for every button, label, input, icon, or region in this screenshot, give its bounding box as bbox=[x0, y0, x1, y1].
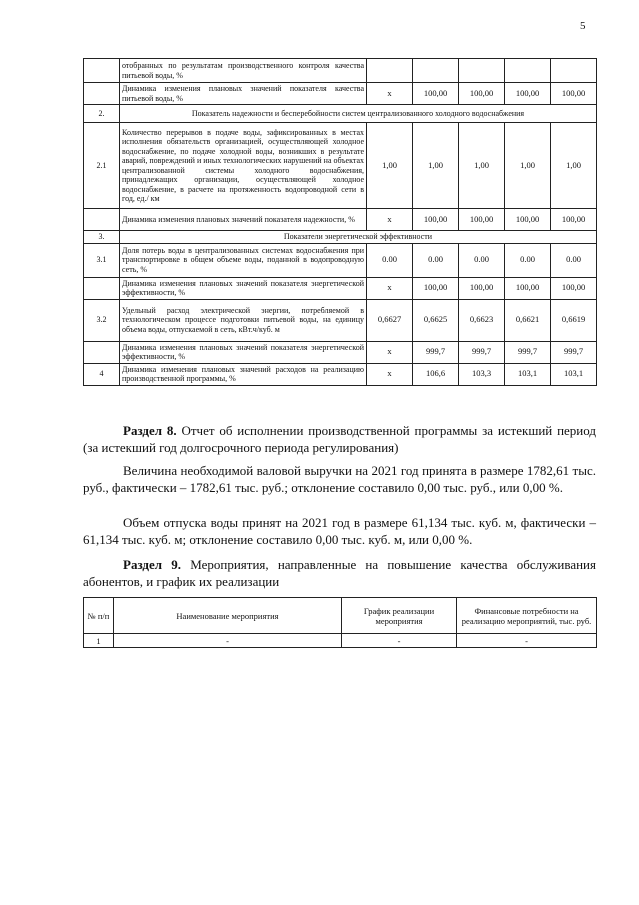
indicator-value: 0,6619 bbox=[551, 299, 597, 341]
indicator-value: 100,00 bbox=[413, 277, 459, 299]
indicator-description: Динамика изменения плановых значений показателя энергетической эффективности, % bbox=[120, 341, 367, 363]
indicator-value: 100,00 bbox=[505, 209, 551, 231]
indicator-value: 0,6627 bbox=[367, 299, 413, 341]
section-8-heading: Отчет об исполнении производственной программы за истекший период (за истекший год долгосрочного периода регулирования) bbox=[83, 423, 596, 455]
page-number: 5 bbox=[580, 20, 586, 32]
indicator-value: 100,00 bbox=[551, 277, 597, 299]
section-header: Показатели энергетической эффективности bbox=[120, 231, 597, 244]
indicator-value: 100,00 bbox=[459, 83, 505, 105]
section-9-title bbox=[83, 556, 596, 590]
indicator-value bbox=[367, 59, 413, 83]
indicator-value: 1,00 bbox=[459, 123, 505, 209]
header-schedule: График реализации мероприятия bbox=[342, 598, 457, 634]
indicator-value bbox=[413, 59, 459, 83]
cell-measure-name: - bbox=[114, 634, 342, 648]
cell-schedule: - bbox=[342, 634, 457, 648]
indicator-value: 100,00 bbox=[551, 83, 597, 105]
indicator-value: 1,00 bbox=[551, 123, 597, 209]
row-number: 4 bbox=[84, 363, 120, 385]
cell-number: 1 bbox=[84, 634, 114, 648]
indicator-value: 100,00 bbox=[459, 209, 505, 231]
indicator-value: 106,6 bbox=[413, 363, 459, 385]
indicator-value bbox=[505, 59, 551, 83]
indicator-value: 999,7 bbox=[505, 341, 551, 363]
table-row bbox=[84, 123, 597, 209]
indicator-value bbox=[551, 59, 597, 83]
indicator-value: 0.00 bbox=[413, 243, 459, 277]
indicator-value: 999,7 bbox=[551, 341, 597, 363]
row-number bbox=[84, 209, 120, 231]
indicator-value: 103,1 bbox=[551, 363, 597, 385]
indicator-value: 0.00 bbox=[367, 243, 413, 277]
row-number: 2.1 bbox=[84, 123, 120, 209]
indicator-value: 100,00 bbox=[505, 277, 551, 299]
indicator-value: х bbox=[367, 341, 413, 363]
indicators-table bbox=[83, 58, 597, 386]
table-row bbox=[84, 363, 597, 385]
row-number: 3. bbox=[84, 231, 120, 244]
indicator-description: Доля потерь воды в централизованных системах водоснабжения при транспортировке в общем объеме воды, поданной в водопроводную сеть, % bbox=[120, 243, 367, 277]
indicator-value: 100,00 bbox=[413, 83, 459, 105]
header-number: № п/п bbox=[84, 598, 114, 634]
header-measure-name: Наименование мероприятия bbox=[114, 598, 342, 634]
indicator-value: х bbox=[367, 363, 413, 385]
section-9-heading: Мероприятия, направленные на повышение качества обслуживания абонентов, и график их реализации bbox=[83, 557, 596, 589]
row-number bbox=[84, 59, 120, 83]
indicator-value: 103,3 bbox=[459, 363, 505, 385]
section-8-revenue-paragraph: Величина необходимой валовой выручки на 2021 год принята в размере 1782,61 тыс. руб., фактически – 1782,61 тыс. руб.; отклонение составило 0,00 тыс. руб., или 0,00 %. bbox=[83, 463, 596, 495]
cell-financial-needs: - bbox=[457, 634, 597, 648]
indicator-value: 103,1 bbox=[505, 363, 551, 385]
indicator-value: х bbox=[367, 83, 413, 105]
row-number bbox=[84, 277, 120, 299]
indicator-description: Удельный расход электрической энергии, потребляемой в технологическом процессе подготовки питьевой воды, на единицу объема воды, отпускаемой в сеть, кВт.ч/куб. м bbox=[120, 299, 367, 341]
indicator-value: 0.00 bbox=[505, 243, 551, 277]
table-row bbox=[84, 341, 597, 363]
indicator-value: 999,7 bbox=[413, 341, 459, 363]
indicator-value: 1,00 bbox=[505, 123, 551, 209]
indicator-value: 0,6625 bbox=[413, 299, 459, 341]
indicator-value: 999,7 bbox=[459, 341, 505, 363]
indicator-description: Динамика изменения плановых значений показателя надежности, % bbox=[120, 209, 367, 231]
table-row bbox=[84, 243, 597, 277]
table-row bbox=[84, 277, 597, 299]
indicator-value: 100,00 bbox=[459, 277, 505, 299]
table-row bbox=[84, 209, 597, 231]
table-row bbox=[84, 299, 597, 341]
indicator-value: 0,6623 bbox=[459, 299, 505, 341]
section-header-row bbox=[84, 231, 597, 244]
indicator-value: х bbox=[367, 277, 413, 299]
indicator-value: 0.00 bbox=[459, 243, 505, 277]
table-row bbox=[84, 59, 597, 83]
row-number: 3.2 bbox=[84, 299, 120, 341]
row-number bbox=[84, 341, 120, 363]
indicator-value: 1,00 bbox=[413, 123, 459, 209]
section-8-title bbox=[83, 422, 596, 456]
indicator-value: 100,00 bbox=[551, 209, 597, 231]
section-header: Показатель надежности и бесперебойности систем централизованного холодного водоснабжения bbox=[120, 105, 597, 123]
section-8-label: Раздел 8. bbox=[123, 423, 177, 438]
indicator-value: 1,00 bbox=[367, 123, 413, 209]
indicator-description: Количество перерывов в подаче воды, зафиксированных в местах исполнения обязательств организацией, осуществляющей холодное водоснабжение, по подаче холодной воды, возникших в результате аварий, повреждений и иных технологических нарушений на объектах централизованной системы холодного водоснабжения, принадлежащих организации, осуществляющей холодное водоснабжение, в расчете на протяженность водопроводной сети в год, ед./ км bbox=[120, 123, 367, 209]
indicator-value bbox=[459, 59, 505, 83]
indicator-value: 100,00 bbox=[413, 209, 459, 231]
indicator-value: 0,6621 bbox=[505, 299, 551, 341]
row-number: 3.1 bbox=[84, 243, 120, 277]
indicator-description: Динамика изменения плановых значений расходов на реализацию производственной программы, % bbox=[120, 363, 367, 385]
measures-table bbox=[83, 597, 597, 648]
indicator-value: 0.00 bbox=[551, 243, 597, 277]
section-9-label: Раздел 9. bbox=[123, 557, 182, 572]
indicator-description: Динамика изменения плановых значений показателя энергетической эффективности, % bbox=[120, 277, 367, 299]
indicator-description: отобранных по результатам производственного контроля качества питьевой воды, % bbox=[120, 59, 367, 83]
section-8-volume-paragraph: Объем отпуска воды принят на 2021 год в размере 61,134 тыс. куб. м, фактически – 61,134 тыс. куб. м; отклонение составило 0,00 тыс. куб. м, или 0,00 %. bbox=[83, 515, 596, 547]
header-financial-needs: Финансовые потребности на реализацию мероприятий, тыс. руб. bbox=[457, 598, 597, 634]
indicator-value: 100,00 bbox=[505, 83, 551, 105]
indicator-description: Динамика изменения плановых значений показателя качества питьевой воды, % bbox=[120, 83, 367, 105]
section-header-row bbox=[84, 105, 597, 123]
table-row bbox=[84, 83, 597, 105]
row-number: 2. bbox=[84, 105, 120, 123]
row-number bbox=[84, 83, 120, 105]
indicator-value: х bbox=[367, 209, 413, 231]
